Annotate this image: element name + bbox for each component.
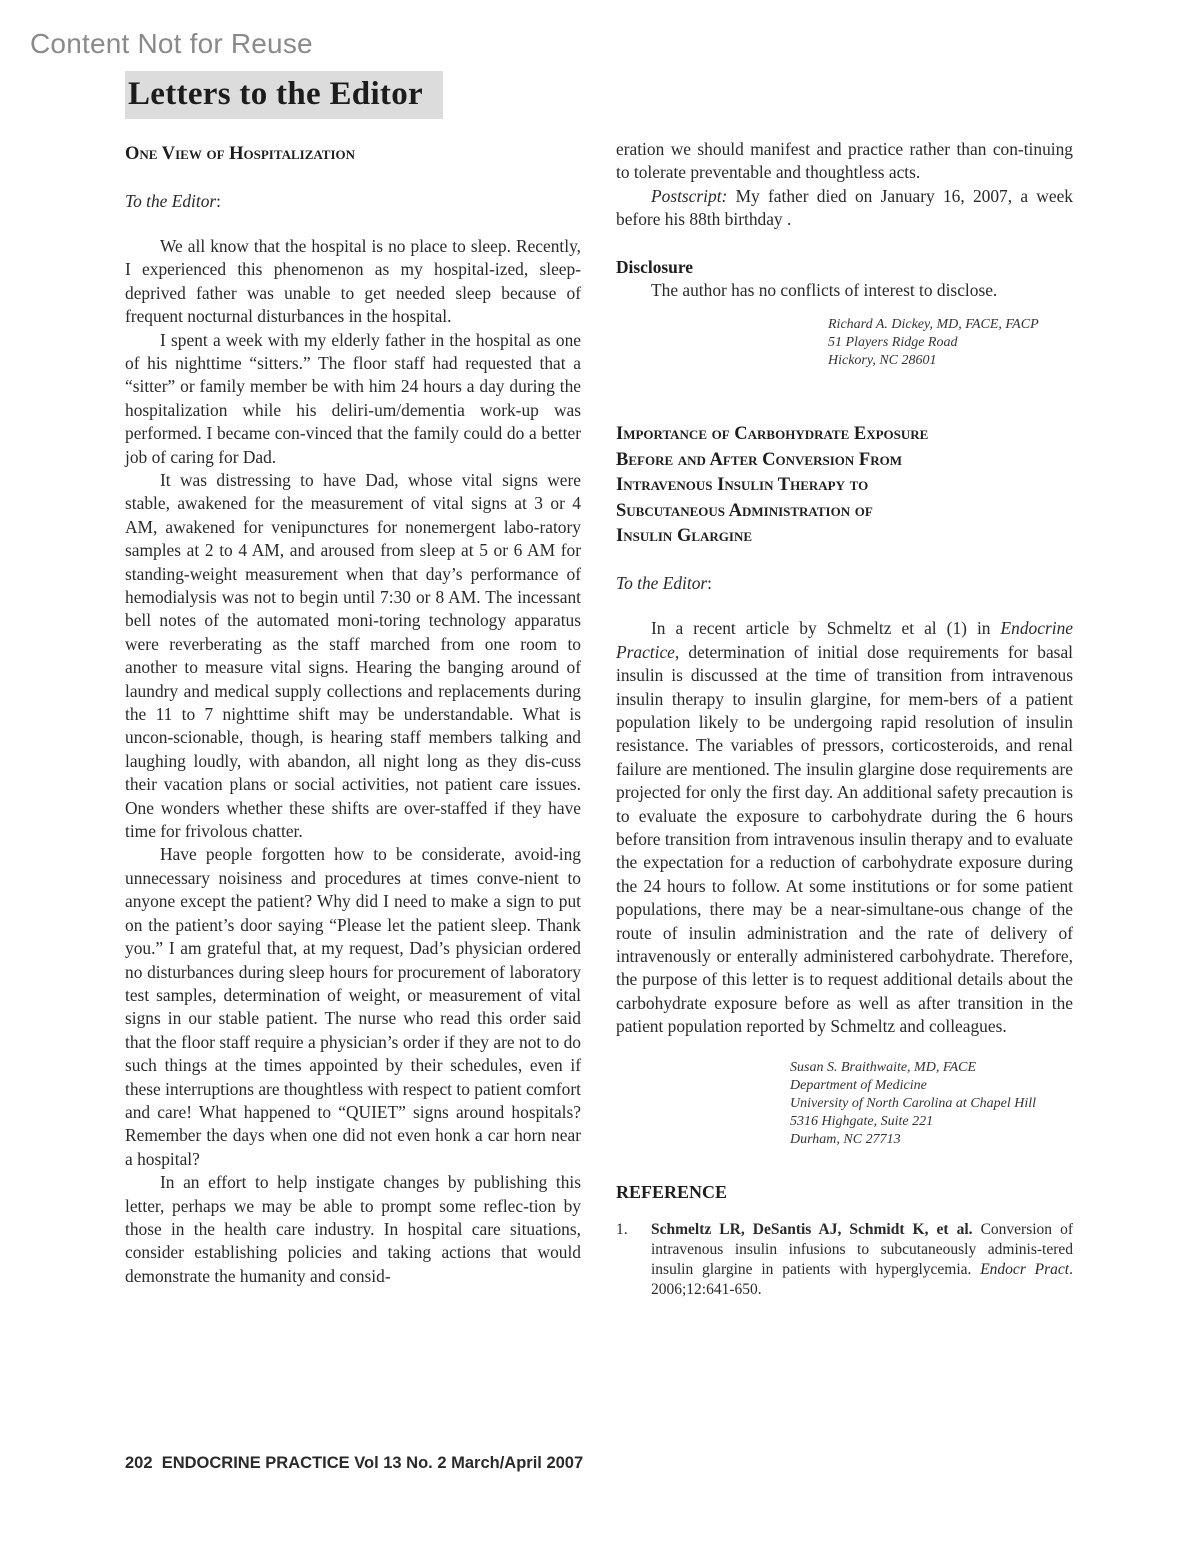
letter2-title-line: Importance of Carbohydrate Exposure — [616, 424, 929, 445]
paragraph-rest: , determination of initial dose requirements for basal insulin is discussed at the time of transition from intravenous insulin therapy to insulin glargine, for mem-bers of a patient population likely to be undergoing rapid resolution of insulin resistance. The variables of pressors, corticosteroids, and renal failure are mentioned. The insulin glargine dose requirements are projected for only the first day. An additional safety precaution is to evaluate the exposure to carbohydrate during the 6 hours before transition from intravenous insulin therapy and to evaluate the expectation for a reduction of carbohydrate exposure during the 24 hours to follow. At some institutions or for some patient populations, there may be a near-simultane-ous change of the route of insulin administration and the rate of delivery of intravenously or enterally administered carbohydrate. Therefore, the purpose of this letter is to request additional details about the carbohydrate exposure before as well as after transition in the patient population reported by Schmeltz and colleagues. — [616, 641, 1073, 1037]
reference-number: 1. — [616, 1221, 628, 1239]
letter1-paragraph-continued: eration we should manifest and practice rather than con-tinuing to tolerate preventable and thoughtless acts. — [616, 139, 1073, 183]
reference-citation: . 2006;12:641-650. — [651, 1261, 1073, 1299]
letter1-paragraph: In an effort to help instigate changes by publishing this letter, perhaps we may be able to prompt some reflec-tion by those in the health care industry. In hospital care situations, consider establishing policies and taking actions that would demonstrate the humanity and consid- — [125, 1172, 581, 1286]
letter1-paragraph: I spent a week with my elderly father in the hospital as one of his nighttime “sitters.” The floor staff had requested that a “sitter” or family member be with him 24 hours a day during the hospitalization while his deliri-um/dementia work-up was performed. I became con-vinced that the family could do a better job of caring for Dad. — [125, 329, 581, 467]
signature-line: Department of Medicine — [790, 1077, 927, 1093]
letter1-title: One View of Hospitalization — [125, 144, 356, 164]
signature-line: Durham, NC 27713 — [790, 1131, 901, 1147]
letter1-paragraph: We all know that the hospital is no place to sleep. Recently, I experienced this phenomenon as my hospital-ized, sleep-deprived father was unable to get needed sleep because of frequent nocturnal disturbances in the hospital. — [125, 235, 581, 327]
signature-line: 5316 Highgate, Suite 221 — [790, 1113, 934, 1129]
salutation-colon: : — [216, 190, 221, 211]
letter1-signature — [828, 316, 1073, 370]
letter2-signature — [790, 1059, 1073, 1149]
section-banner — [125, 71, 443, 119]
letter2-title-line: Subcutaneous Administration of — [616, 500, 873, 521]
letter1-postscript — [616, 185, 1073, 232]
letter2-title-line: Intravenous Insulin Therapy to — [616, 475, 869, 496]
signature-line: Richard A. Dickey, MD, FACE, FACP — [828, 317, 1039, 333]
signature-line: 51 Players Ridge Road — [828, 335, 958, 351]
letter2-salutation — [616, 572, 1073, 595]
reference-title: Conversion of intravenous insulin infusions to subcutaneously adminis-tered insulin glargine in patients with hyperglycemia. — [651, 1221, 1073, 1279]
watermark: Content Not for Reuse — [30, 28, 313, 59]
paragraph-start: In a recent article by Schmeltz et al (1) in — [651, 618, 1001, 639]
reference-heading: REFERENCE — [616, 1181, 728, 1202]
letter1-paragraph: It was distressing to have Dad, whose vital signs were stable, awakened for the measurement of vital signs at 3 or 4 AM, awakened for venipunctures for nonemergent labo-ratory samples at 2 to 4 AM, and aroused from sleep at 5 or 6 AM for standing-weight measurement when that day’s performance of hemodialysis was not to begin until 7:30 or 8 AM. The incessant bell notes of the automated moni-toring technology apparatus were reverberating as the staff marched from one room to another to measure vital signs. Hearing the banging around of laundry and medical supply collections and replacements during the 11 to 7 nighttime shift may be understandable. What is uncon-scionable, though, is hearing staff members talking and laughing loudly, with abandon, all night long as they dis-cuss their vacation plans or social activities, not patient care issues. One wonders whether these shifts are over-staffed if they have time for frivolous chatter. — [125, 469, 581, 842]
signature-line: Hickory, NC 28601 — [828, 353, 937, 369]
salutation-text: To the Editor — [616, 572, 708, 593]
disclosure-text: The author has no conflicts of interest to disclose. — [651, 280, 998, 301]
signature-line: University of North Carolina at Chapel Hill — [790, 1095, 1037, 1111]
letter2-title-line: Before and After Conversion From — [616, 449, 902, 470]
journal-name: Endocrine Practice — [616, 618, 1073, 662]
reference-authors: Schmeltz LR, DeSantis AJ, Schmidt K, et al. — [651, 1221, 973, 1239]
reference-journal: Endocr Pract — [980, 1261, 1070, 1279]
letter2-title — [616, 422, 1073, 550]
reference-text — [651, 1220, 1073, 1300]
disclosure-heading: Disclosure — [616, 256, 693, 277]
salutation-text: To the Editor — [125, 190, 217, 211]
page-footer: 202 ENDOCRINE PRACTICE Vol 13 No. 2 March/April 2007 — [125, 1454, 584, 1472]
letter1-salutation — [125, 190, 581, 213]
postscript-label: Postscript: — [651, 185, 728, 206]
signature-line: Susan S. Braithwaite, MD, FACE — [790, 1059, 977, 1075]
letter1-paragraph: Have people forgotten how to be considerate, avoid-ing unnecessary noisiness and procedures at times conve-nient to anyone except the patient? Why did I need to make a sign to put on the patient’s door saying “Please let the patient sleep. Thank you.” I am grateful that, at my request, Dad’s physician ordered no disturbances during sleep hours for procurement of laboratory test samples, determination of weight, or measurement of vital signs in our stable patient. The nurse who read this order said that the floor staff require a physician’s order if they are not to do such things at the times appointed by their schedules, even if these interruptions are thoughtless with respect to patient comfort and care! What happened to “QUIET” signs around hospitals? Remember the days when one did not even honk a car horn near a hospital? — [125, 844, 581, 1169]
left-column — [125, 142, 581, 1288]
postscript-text: My father died on January 16, 2007, a week before his 88th birthday . — [616, 185, 1073, 230]
letter2-paragraph — [616, 617, 1073, 1038]
reference-item — [616, 1220, 1073, 1300]
right-column — [616, 138, 1073, 1300]
section-title: Letters to the Editor — [128, 76, 423, 112]
salutation-colon: : — [707, 572, 712, 593]
letter2-title-line: Insulin Glargine — [616, 526, 753, 547]
